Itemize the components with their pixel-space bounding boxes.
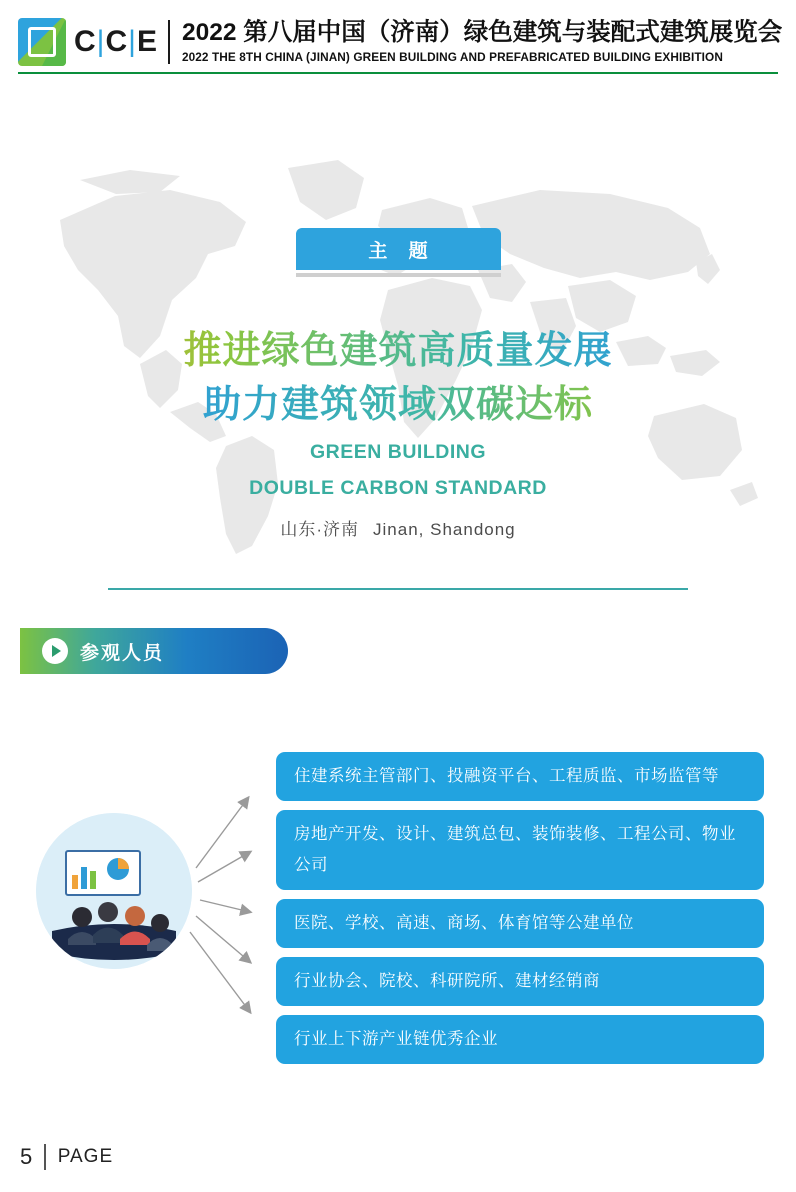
list-item: 行业协会、院校、科研院所、建材经销商: [276, 957, 764, 1006]
theme-subtitle-en-line2: DOUBLE CARBON STANDARD: [249, 477, 547, 499]
header-green-rule: [18, 72, 778, 74]
play-triangle-icon: [42, 638, 68, 664]
theme-section: [0, 228, 796, 590]
theme-location-en: Jinan, Shandong: [373, 520, 516, 539]
list-item: 医院、学校、高速、商场、体育馆等公建单位: [276, 899, 764, 948]
cice-logo-icon: [18, 18, 66, 66]
theme-headline-line2: 助力建筑领域双碳达标: [0, 381, 796, 429]
theme-subtitle-en-line1: GREEN BUILDING: [309, 441, 486, 463]
page-number: 5: [20, 1144, 33, 1169]
list-item: 行业上下游产业链优秀企业: [276, 1015, 764, 1064]
header-title-cn: 2022 第八届中国（济南）绿色建筑与装配式建筑展览会: [181, 19, 783, 46]
theme-tab-underline: [296, 273, 501, 277]
theme-location: [0, 515, 796, 540]
visitors-section-label: 参观人员: [80, 642, 165, 664]
list-item: 房地产开发、设计、建筑总包、装饰装修、工程公司、物业公司: [276, 810, 764, 890]
header-title-en: 2022 THE 8TH CHINA (JINAN) GREEN BUILDING AND PREFABRICATED BUILDING EXHIBITION: [181, 50, 723, 64]
visitor-items-list: [276, 752, 764, 1073]
theme-location-cn: 山东·济南: [280, 520, 360, 539]
page-label: PAGE: [57, 1146, 114, 1167]
theme-tab-label: 主 题: [296, 228, 501, 270]
audience-illustration: [36, 813, 192, 969]
list-item: 住建系统主管部门、投融资平台、工程质监、市场监管等: [276, 752, 764, 801]
theme-divider-rule: [108, 588, 688, 590]
page-header: [0, 0, 796, 84]
header-divider: [168, 20, 170, 64]
logo-wordmark: C|C|E: [74, 25, 158, 58]
page-footer: [20, 1144, 113, 1170]
visitors-section-banner: [20, 628, 288, 674]
theme-headline-line1: 推进绿色建筑高质量发展: [0, 327, 796, 375]
visitors-diagram: [0, 740, 796, 1060]
footer-divider: [44, 1144, 46, 1170]
